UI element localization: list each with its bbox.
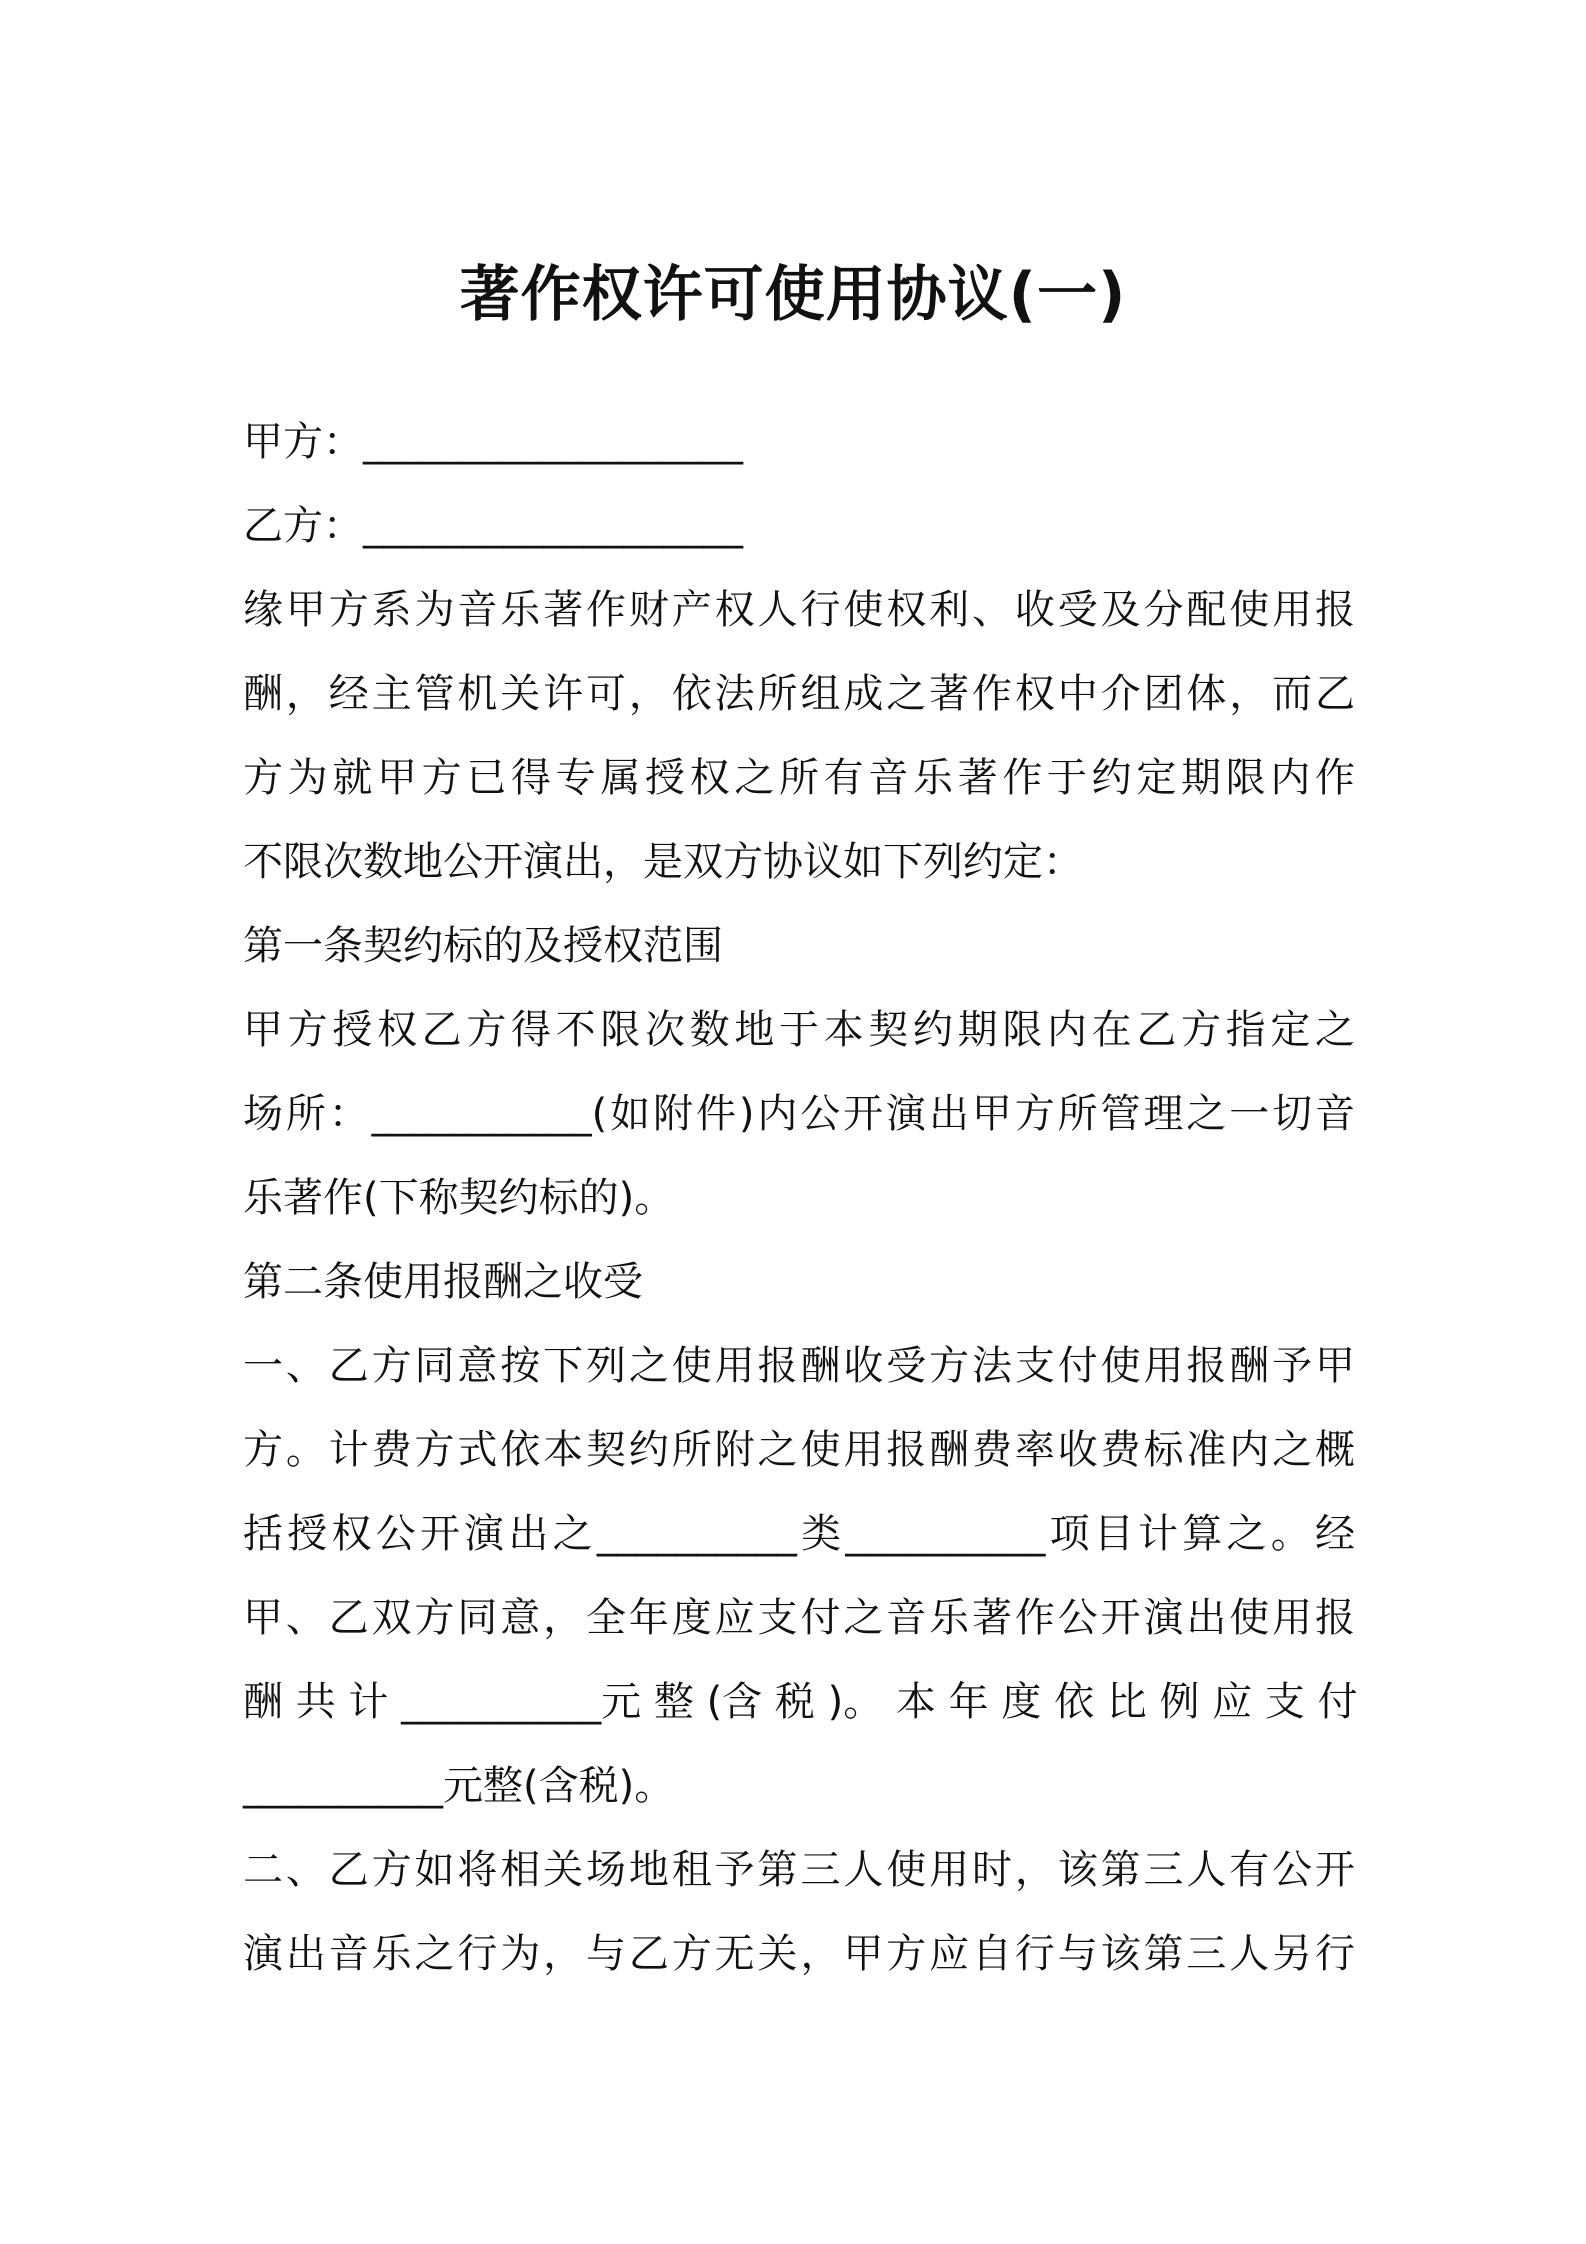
article-heading: 第一条契约标的及授权范围 [243, 923, 723, 969]
paragraph-line: 一、乙方同意按下列之使用报酬收受方法支付使用报酬予甲 [243, 1343, 1355, 1389]
paragraph-line: 酬 共 计 __________元 整 (含 税 )。 本 年 度 依 比 例 应 支 付 [243, 1679, 1358, 1725]
article-heading: 第二条使用报酬之收受 [243, 1259, 643, 1305]
paragraph-line: 酬，经主管机关许可，依法所组成之著作权中介团体，而乙 [243, 671, 1355, 717]
paragraph-line: 不限次数地公开演出，是双方协议如下列约定： [243, 839, 1083, 885]
paragraph-line: 缘甲方系为音乐著作财产权人行使权利、收受及分配使用报 [243, 587, 1355, 633]
party-b-line: 乙方：___________________ [243, 503, 743, 549]
paragraph-line: 场所：___________(如附件)内公开演出甲方所管理之一切音 [243, 1091, 1355, 1137]
paragraph-line: 括授权公开演出之__________类__________项目计算之。经 [243, 1511, 1355, 1557]
paragraph-line: 方。计费方式依本契约所附之使用报酬费率收费标准内之概 [243, 1427, 1355, 1473]
paragraph-line: 乐著作(下称契约标的)。 [243, 1175, 675, 1221]
party-a-line: 甲方：___________________ [243, 419, 743, 465]
paragraph-line: 方为就甲方已得专属授权之所有音乐著作于约定期限内作 [243, 755, 1355, 801]
document-title: 著作权许可使用协议(一) [459, 260, 1127, 330]
paragraph-line: 甲、乙双方同意，全年度应支付之音乐著作公开演出使用报 [243, 1595, 1355, 1641]
paragraph-line: 二、乙方如将相关场地租予第三人使用时，该第三人有公开 [243, 1847, 1355, 1893]
paragraph-line: 演出音乐之行为，与乙方无关，甲方应自行与该第三人另行 [243, 1931, 1355, 1977]
paragraph-line: 甲方授权乙方得不限次数地于本契约期限内在乙方指定之 [243, 1007, 1355, 1053]
paragraph-line: __________元整(含税)。 [243, 1763, 675, 1809]
